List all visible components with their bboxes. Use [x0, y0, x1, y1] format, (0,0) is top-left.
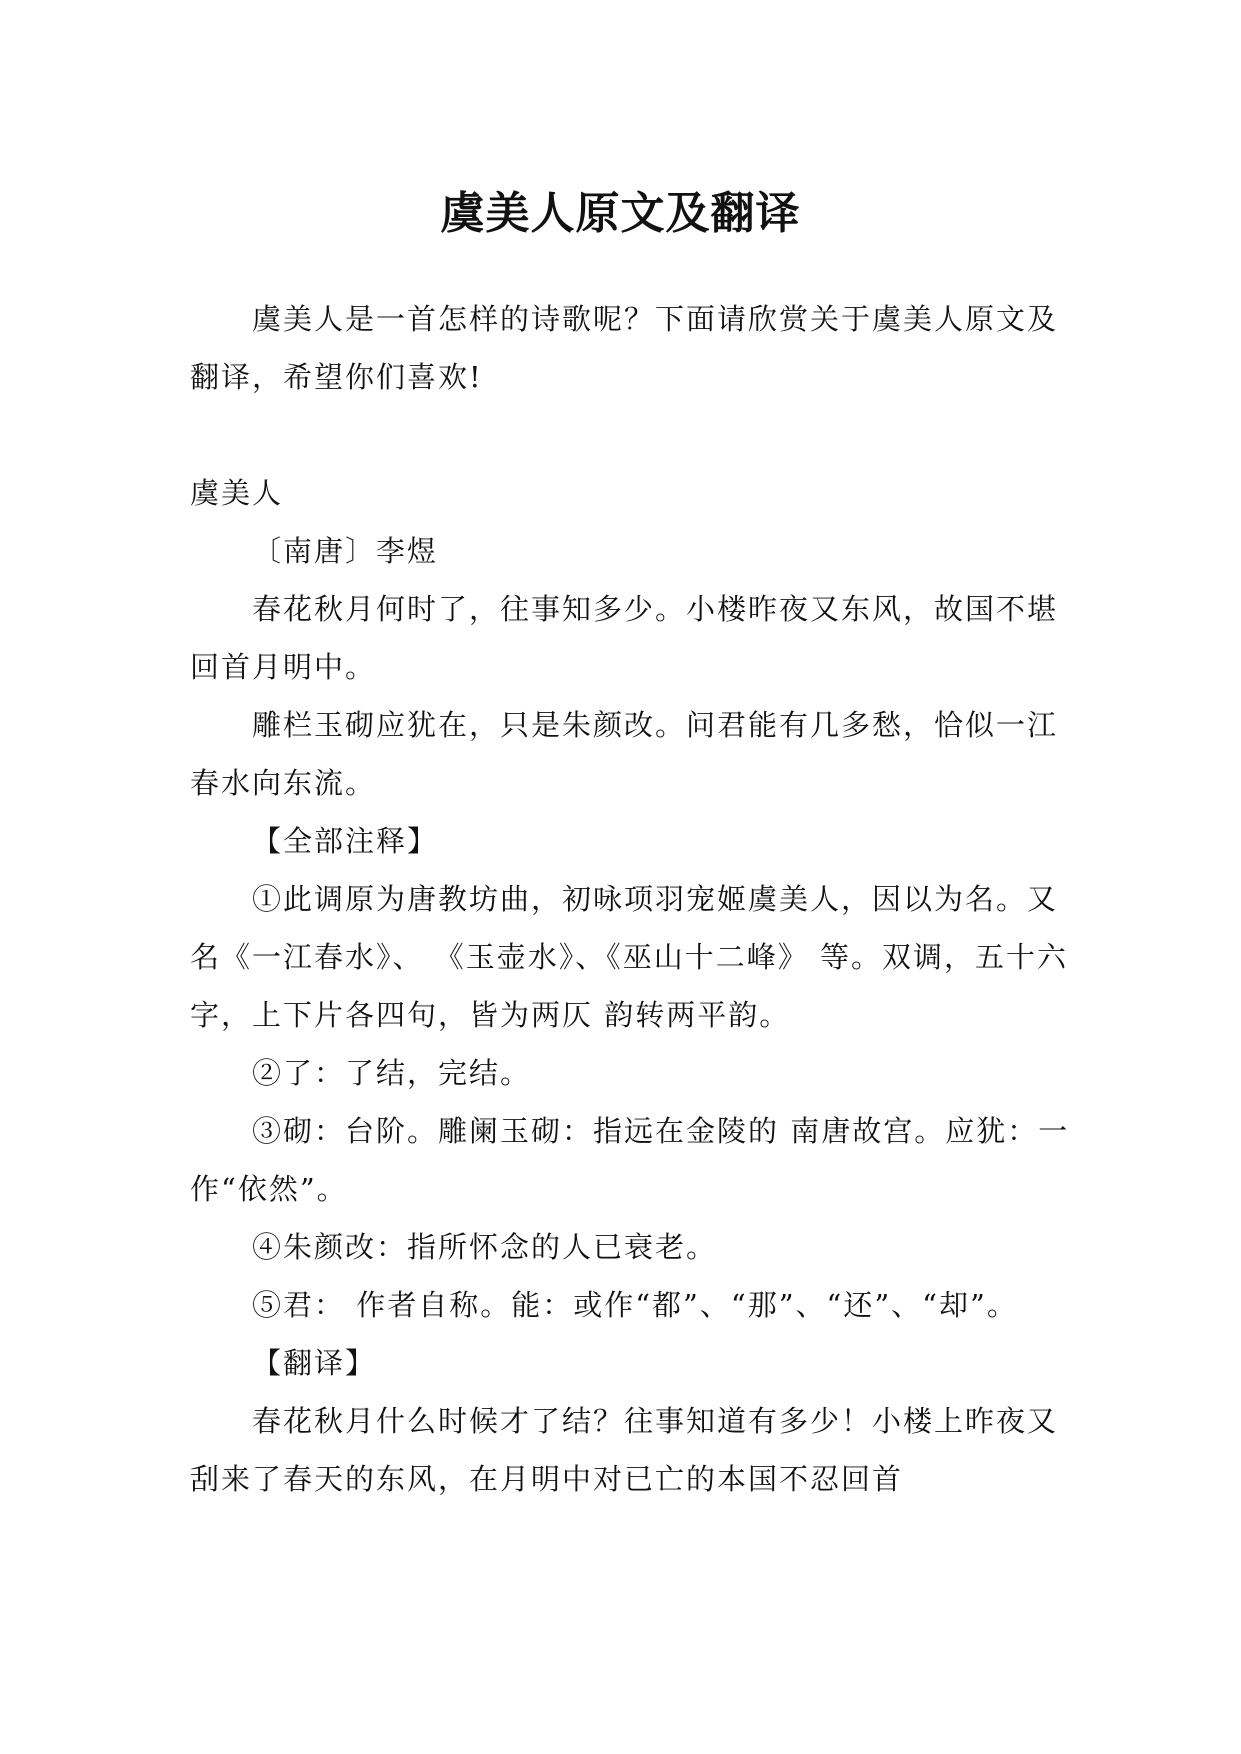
note-item: ②了：了结，完结。: [252, 1056, 532, 1090]
intro-paragraph: 虞美人是一首怎样的诗歌呢？下面请欣赏关于虞美人原文及翻译，希望你们喜欢!: [190, 302, 1059, 394]
note-item: ③砌：台阶。雕阑玉砌：指远在金陵的 南唐故宫。应犹：一作“依然”。: [190, 1114, 1070, 1206]
poem-author: 〔南唐〕李煜: [252, 534, 439, 568]
poem-stanza-1: 春花秋月何时了，往事知多少。小楼昨夜又东风，故国不堪回首月明中。: [190, 592, 1059, 684]
paragraph-gap: [190, 406, 1080, 464]
page-title: 虞美人原文及翻译: [440, 188, 801, 240]
note-item: ⑤君： 作者自称。能：或作“都”、“那”、“还”、“却”。: [252, 1288, 1018, 1322]
poem-stanza-2: 雕栏玉砌应犹在，只是朱颜改。问君能有几多愁，恰似一江春水向东流。: [190, 708, 1059, 800]
poem-title: 虞美人: [190, 476, 284, 510]
translation-paragraph: 春花秋月什么时候才了结？往事知道有多少！小楼上昨夜又刮来了春天的东风，在月明中对已亡的本国不忍回首: [190, 1404, 1059, 1496]
note-item: ④朱颜改：指所怀念的人已衰老。: [252, 1230, 718, 1264]
notes-heading: 【全部注释】: [252, 824, 439, 858]
translation-heading: 【翻译】: [252, 1346, 377, 1380]
note-item: ①此调原为唐教坊曲，初咏项羽宠姬虞美人，因以为名。又名《一江春水》、 《玉壶水》、《巫山十二峰》 等。双调，五十六字，上下片各四句，皆为两仄 韵转两平韵。: [190, 882, 1068, 1032]
document-body: [190, 290, 1080, 1508]
